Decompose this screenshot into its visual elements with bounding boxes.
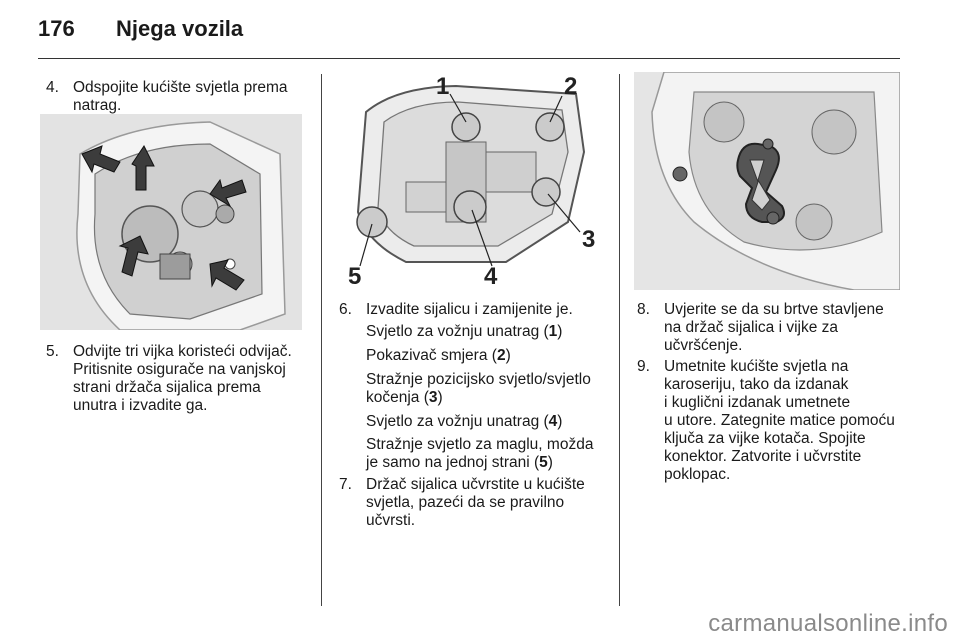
step-text-line: Umetnite kućište svjetla na xyxy=(664,358,849,375)
step-text-line: karoseriju, tako da izdanak xyxy=(664,376,849,393)
bulb-item-3: Stražnje pozicijsko svjetlo/svjetlo kočenja (3) xyxy=(366,371,591,406)
step-text-line: Uvjerite se da su brtve stavljene xyxy=(664,301,884,318)
step-text-line: Odspojite kućište svjetla prema xyxy=(73,79,288,96)
step-number: 5. xyxy=(46,343,59,360)
step-text-line: u utore. Zategnite matice pomoću xyxy=(664,412,895,429)
step-number: 7. xyxy=(339,476,352,493)
step-text-line: poklopac. xyxy=(664,466,731,483)
bulb-item-4: Svjetlo za vožnju unatrag (4) xyxy=(366,413,563,430)
page-number: 176 xyxy=(38,16,75,41)
step-number: 8. xyxy=(637,301,650,318)
column-divider-2 xyxy=(619,74,620,606)
step-text-line: Držač sijalica učvrstite u kućište xyxy=(366,476,585,493)
figure-seals-check xyxy=(634,72,900,290)
step-text-line: na držač sijalica i vijke za xyxy=(664,319,839,336)
step-text-line: unutra i izvadite ga. xyxy=(73,397,208,414)
callout-5: 5 xyxy=(348,263,362,290)
step-text-line: učvrsti. xyxy=(366,512,416,529)
header-rule xyxy=(38,58,900,59)
step-text-line: strani držača sijalica prema xyxy=(73,379,261,396)
step-text-line: Izvadite sijalicu i zamijenite je. xyxy=(366,301,573,318)
step-text-line: Odvijte tri vijka koristeći odvijač. xyxy=(73,343,292,360)
step-text-line: Pritisnite osigurače na vanjskoj xyxy=(73,361,286,378)
figure-bulb-holder xyxy=(336,72,606,290)
figure-housing-removal xyxy=(40,114,302,330)
bulb-item-5: Stražnje svjetlo za maglu, možda je samo na jednoj strani (5) xyxy=(366,436,594,471)
callout-3: 3 xyxy=(582,226,596,253)
step-number: 4. xyxy=(46,79,59,96)
step-text-line: ključa za vijke kotača. Spojite xyxy=(664,430,866,447)
step-text-line: učvršćenje. xyxy=(664,337,743,354)
step-text-line: svjetla, pazeći da se pravilno xyxy=(366,494,565,511)
step-text-line: konektor. Zatvorite i učvrstite xyxy=(664,448,862,465)
watermark: carmanualsonline.info xyxy=(708,610,948,637)
page-header xyxy=(38,16,243,48)
bulb-item-1: Svjetlo za vožnju unatrag (1) xyxy=(366,323,563,340)
callout-4: 4 xyxy=(484,263,498,290)
callout-1: 1 xyxy=(436,73,450,100)
step-text-line: i kuglični izdanak umetnete xyxy=(664,394,851,411)
step-text-line: natrag. xyxy=(73,97,122,114)
bulb-item-2: Pokazivač smjera (2) xyxy=(366,347,511,364)
step-number: 6. xyxy=(339,301,352,318)
step-number: 9. xyxy=(637,358,650,375)
callout-2: 2 xyxy=(564,73,578,100)
page-title: Njega vozila xyxy=(116,16,244,41)
column-divider-1 xyxy=(321,74,322,606)
